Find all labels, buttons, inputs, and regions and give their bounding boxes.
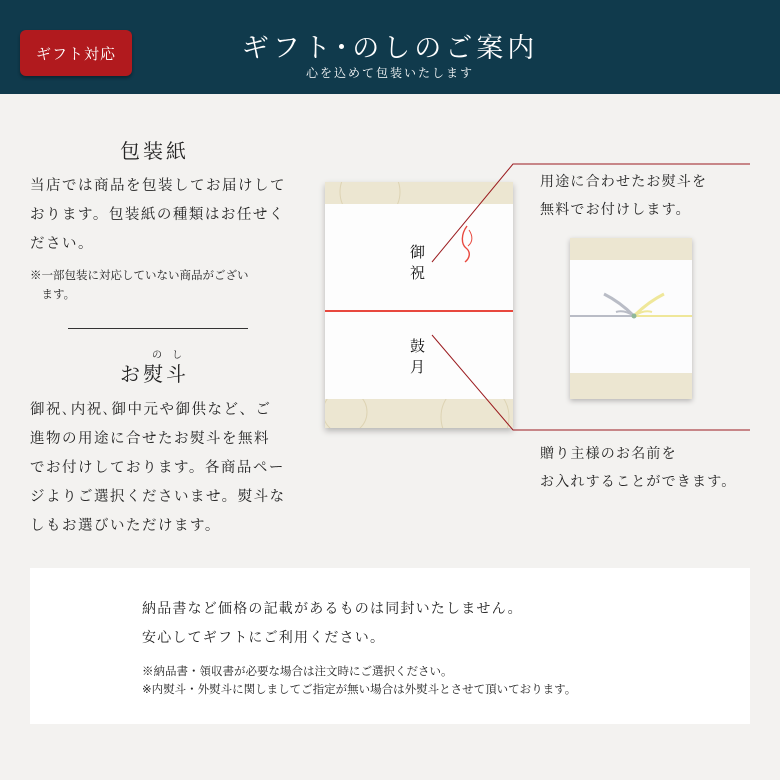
noshi-text: 御祝､内祝､御中元や御供など、ご 進物の用途に合せたお熨斗を無料 でお付けしております。各商品ペー ジよりご選択くださいませ。熨斗な しもお選びいただけます。 — [30, 402, 286, 534]
noshi-lower-text: 鼓月 — [408, 338, 426, 380]
wrapping-text: 当店では商品を包装してお届けして おります。包装紙の種類はお任せく ださい。 — [30, 178, 286, 252]
noshi-red-line — [325, 310, 513, 312]
section-divider — [68, 328, 248, 329]
noshi-title: お熨斗 — [120, 362, 189, 386]
wrapping-note: ※一部包装に対応していない商品がござい ます。 — [30, 268, 249, 301]
noshi-ruby: のし — [152, 350, 192, 361]
callout-bottom-text: 贈り主様のお名前を お入れすることができます。 — [540, 446, 737, 490]
gift-badge: ギフト対応 — [20, 30, 132, 76]
noshi-ornament-icon — [457, 224, 477, 264]
page-title: ギフト･のしのご案内 — [241, 33, 539, 64]
noshi-upper-text: 御祝 — [408, 244, 426, 286]
callout-top-text: 用途に合わせたお熨斗を 無料でお付けします。 — [540, 174, 708, 218]
mizuhiki-icon — [570, 238, 692, 399]
wrapping-title: 包装紙 — [120, 139, 189, 163]
notice-notes: ※納品書・領収書が必要な場合は注文時にご選択ください。 ※内熨斗・外熨斗に関しましてご指定が無い場合は外熨斗とさせて頂いております。 — [142, 664, 577, 696]
page-subtitle: 心を込めて包装いたします — [305, 66, 474, 80]
small-package-illustration — [570, 238, 692, 399]
gift-package-illustration — [325, 182, 513, 428]
notice-main-text: 納品書など価格の記載があるものは同封いたしません。 安心してギフトにご利用ください。 — [142, 601, 523, 646]
